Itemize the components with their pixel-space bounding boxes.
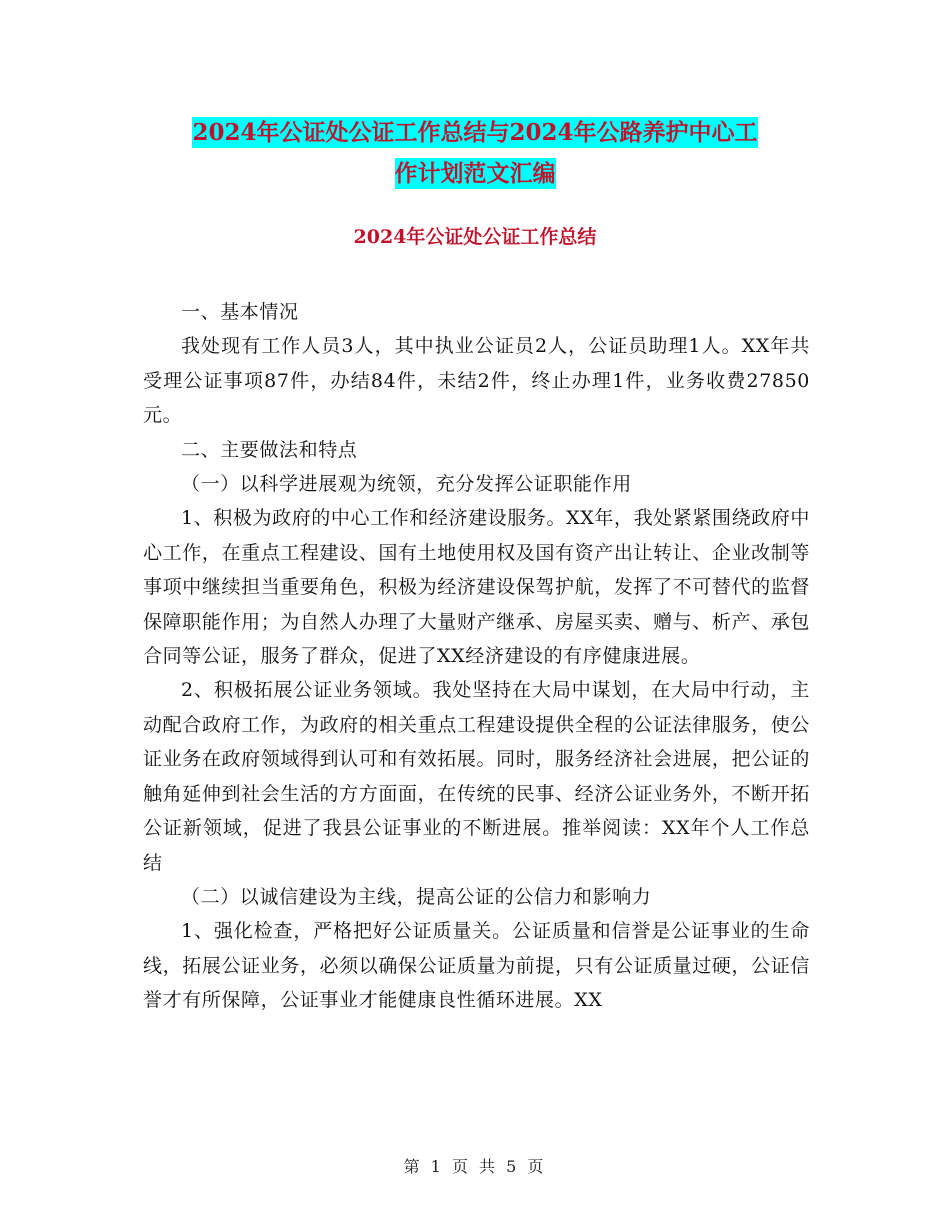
paragraph-expand-business: 2、积极拓展公证业务领域。我处坚持在大局中谋划，在大局中行动，主动配合政府工作，为政府的相关重点工程建设提供全程的公证法律服务，使公证业务在政府领域得到认可和有效拓展。同时，服务经济社会进展，把公证的触角延伸到社会生活的方方面面，在传统的民事、经济公证业务外，不断开拓公证新领域，促进了我县公证事业的不断进展。推举阅读：XX年个人工作总结 xyxy=(143,679,810,874)
document-title-line1: 2024年公证处公证工作总结与2024年公路养护中心工 xyxy=(192,119,758,146)
document-body xyxy=(143,295,810,1018)
document-title xyxy=(140,112,810,194)
paragraph-staff-statistics: 我处现有工作人员3人，其中执业公证员2人，公证员助理1人。XX年共受理公证事项87件，办结84件，未结2件，终止办理1件，业务收费27850元。 xyxy=(143,335,810,427)
heading-basic-situation: 一、基本情况 xyxy=(181,301,299,323)
subheading-2: （二）以诚信建设为主线，提高公证的公信力和影响力 xyxy=(181,885,652,908)
heading-main-practices: 二、主要做法和特点 xyxy=(181,438,358,461)
paragraph-quality-check: 1、强化检查，严格把好公证质量关。公证质量和信誉是公证事业的生命线，拓展公证业务，必须以确保公证质量为前提，只有公证质量过硬，公证信誉才有所保障，公证事业才能健康良性循环进展。XX xyxy=(143,920,810,1012)
page-footer: 第 1 页 共 5 页 xyxy=(403,1157,547,1176)
section-title: 2024年公证处公证工作总结 xyxy=(353,226,597,248)
document-title-line2: 作计划范文汇编 xyxy=(394,160,556,187)
subheading-1: （一）以科学进展观为统领，充分发挥公证职能作用 xyxy=(181,473,632,496)
paragraph-government-service: 1、积极为政府的中心工作和经济建设服务。XX年，我处紧紧围绕政府中心工作，在重点工程建设、国有土地使用权及国有资产出让转让、企业改制等事项中继续担当重要角色，积极为经济建设保驾护航，发挥了不可替代的监督保障职能作用；为自然人办理了大量财产继承、房屋买卖、赠与、析产、承包合同等公证，服务了群众，促进了XX经济建设的有序健康进展。 xyxy=(143,507,810,668)
